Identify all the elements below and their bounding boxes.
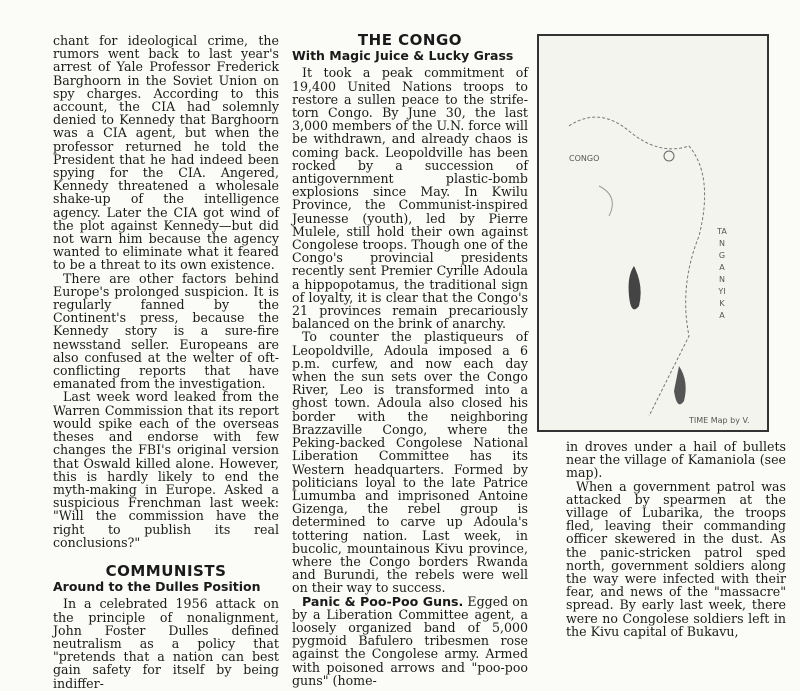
- run-in-heading: Panic & Poo-Poo Guns.: [302, 593, 464, 609]
- map-drawing: [539, 36, 767, 430]
- paragraph: Egged on by a Liberation Committee agent, a loosely organized band of 5,000 pygmoid Bafulero tribesmen rose against the Congolese army. Armed with poisoned arrows and "poo-poo guns" (home-: [292, 593, 528, 688]
- paragraph: In a celebrated 1956 attack on the principle of nonalignment, John Foster Dulles defined neutralism as a policy that "pretends that a nation can best gain safety for itself by being indiffer-: [53, 596, 279, 691]
- paragraph: There are other factors behind Europe's prolonged suspicion. It is regularly fanned by the Continent's press, because the Kennedy story is a sure-fire newsstand seller. Europeans are also confused at the welter of oft-conflicting reports that have emanated from the investigation.: [53, 270, 279, 392]
- congo-map: [537, 34, 769, 432]
- paragraph: chant for ideological crime, the rumors went back to last year's arrest of Yale Professor Frederick Barghoorn in the Soviet Union on spy charges. According to this account, the CIA had solemnly denied to Kennedy that Barghoorn was a CIA agent, but when the professor returned he told the President that he had indeed been spying for the CIA. Angered, Kennedy threatened a wholesale shake-up of the intelligence agency. Later the CIA got wind of the plot against Kennedy—but did not warn him because the agency wanted to eliminate what it feared to be a threat to its own existence.: [53, 33, 279, 273]
- section-title-congo: THE CONGO: [357, 31, 463, 49]
- article-column-right: [566, 440, 786, 638]
- paragraph: It took a peak commitment of 19,400 United Nations troops to restore a sullen peace to the strife-torn Congo. By June 30, the last 3,000 members of the U.N. force will be withdrawn, and already chaos is coming back. Leopoldville has been rocked by a succession of antigovernment plastic-bomb explosions since May. In Kwilu Province, the Communist-inspired Jeunesse (youth), led by Pierre Mulele, still hold their own against Congolese troops. Though one of the Congo's provincial presidents recently sent Premier Cyrille Adoula a hippopotamus, the traditional sign of loyalty, it is clear that the Congo's 21 provinces remain precariously balanced on the brink of anarchy.: [292, 65, 528, 332]
- paragraph: in droves under a hail of bullets near the village of Kamaniola (see map).: [566, 439, 786, 481]
- paragraph: When a government patrol was attacked by spearmen at the village of Lubarika, the troops fled, leaving their commanding officer skewered in the dust. As the panic-stricken patrol sped north, government soldiers along the way were infected with their fear, and news of the "massacre" spread. By early last week, there were no Congolese soldiers left in the Kivu capital of Bukavu,: [566, 478, 786, 639]
- map-label-country: CONGO: [569, 154, 600, 163]
- paragraph: To counter the plastiqueurs of Leopoldville, Adoula imposed a 6 p.m. curfew, and now each day when the sun sets over the Congo River, Leo is transformed into a ghost town. Adoula also closed his border with the neighboring Brazzaville Congo, where the Peking-backed Congolese National Liberation Committee has its Western headquarters. Formed by politicians loyal to the late Patrice Lumumba and imprisoned Antoine Gizenga, the rebel group is determined to carve up Adoula's tottering nation. Last week, in bucolic, mountainous Kivu province, where the Congo borders Rwanda and Burundi, the rebels were well on their way to success.: [292, 329, 528, 596]
- section-title-communists: COMMUNISTS: [105, 561, 227, 580]
- section-subtitle: Around to the Dulles Position: [53, 579, 261, 595]
- section-subtitle: With Magic Juice & Lucky Grass: [292, 48, 514, 64]
- article-column-middle: [292, 31, 528, 688]
- map-label-lake: TANGANYIKA: [717, 227, 727, 320]
- paragraph: Last week word leaked from the Warren Commission that its report would spike each of the overseas theses and endorse with few changes the FBI's original version that Oswald killed alone. However, this is hardly likely to end the myth-making in Europe. Asked a suspicious Frenchman last week: "Will the commission have the right to publish its real conclusions?": [53, 389, 279, 550]
- map-credit: TIME Map by V.: [689, 416, 750, 425]
- article-column-left: [53, 34, 279, 690]
